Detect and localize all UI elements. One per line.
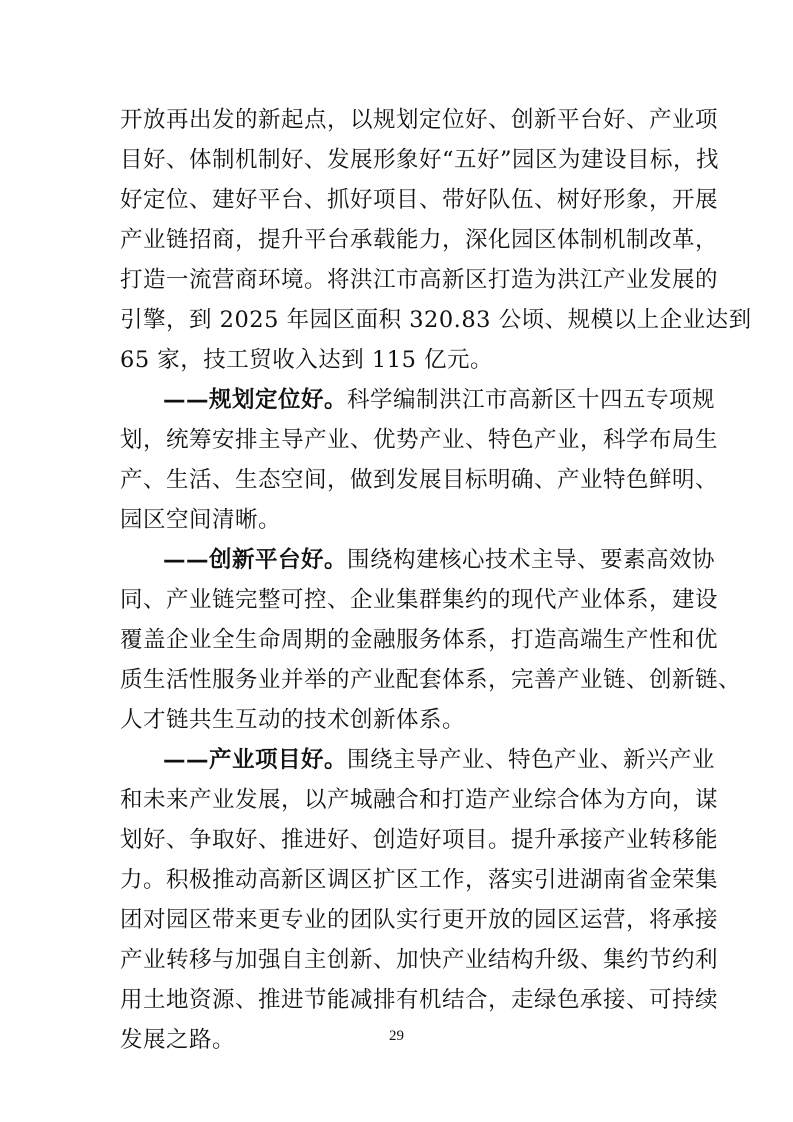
intro-line: 65 家，技工贸收入达到 115 亿元。 (120, 347, 494, 373)
intro-line: 开放再出发的新起点，以规划定位好、创新平台好、产业项 (120, 107, 719, 133)
section-planning-lead: ——规划定位好。 (163, 387, 348, 413)
section-planning-line: 划，统筹安排主导产业、优势产业、特色产业，科学布局生 (120, 427, 719, 453)
section-projects-line: 力。积极推动高新区调区扩区工作，落实引进湖南省金荣集 (120, 867, 719, 893)
section-projects-line: 划好、争取好、推进好、创造好项目。提升承接产业转移能 (120, 827, 719, 853)
section-projects-line: 团对园区带来更专业的团队实行更开放的园区运营，将承接 (120, 907, 719, 933)
section-planning-first-line (163, 380, 716, 420)
section-innovation-lead: ——创新平台好。 (163, 547, 348, 573)
section-innovation-first-line (163, 540, 716, 580)
section-projects-first-line (163, 740, 716, 780)
intro-line: 好定位、建好平台、抓好项目、带好队伍、树好形象，开展 (120, 187, 719, 213)
section-planning-text: 科学编制洪江市高新区十四五专项规 (347, 387, 716, 413)
intro-line: 打造一流营商环境。将洪江市高新区打造为洪江产业发展的 (120, 267, 719, 293)
section-projects-text: 围绕主导产业、特色产业、新兴产业 (347, 747, 716, 773)
section-planning-line: 园区空间清晰。 (120, 507, 282, 533)
page-number: 29 (389, 1028, 404, 1044)
intro-line: 引擎，到 2025 年园区面积 320.83 公顷、规模以上企业达到 (120, 307, 752, 333)
intro-line: 产业链招商，提升平台承载能力，深化园区体制机制改革， (120, 227, 719, 253)
section-projects-line: 发展之路。 (120, 1027, 236, 1053)
section-projects-line: 和未来产业发展，以产城融合和打造产业综合体为方向，谋 (120, 787, 719, 813)
section-innovation-line: 覆盖企业全生命周期的金融服务体系，打造高端生产性和优 (120, 627, 719, 653)
section-projects-lead: ——产业项目好。 (163, 747, 348, 773)
section-innovation-line: 质生活性服务业并举的产业配套体系，完善产业链、创新链、 (120, 667, 742, 693)
section-innovation-line: 人才链共生互动的技术创新体系。 (120, 707, 466, 733)
section-innovation-line: 同、产业链完整可控、企业集群集约的现代产业体系，建设 (120, 587, 719, 613)
section-projects-line: 产业转移与加强自主创新、加快产业结构升级、集约节约利 (120, 947, 719, 973)
section-innovation-text: 围绕构建核心技术主导、要素高效协 (347, 547, 716, 573)
section-projects-line: 用土地资源、推进节能减排有机结合，走绿色承接、可持续 (120, 987, 719, 1013)
section-planning-line: 产、生活、生态空间，做到发展目标明确、产业特色鲜明、 (120, 467, 719, 493)
intro-line: 目好、体制机制好、发展形象好“五好”园区为建设目标，找 (120, 147, 720, 173)
